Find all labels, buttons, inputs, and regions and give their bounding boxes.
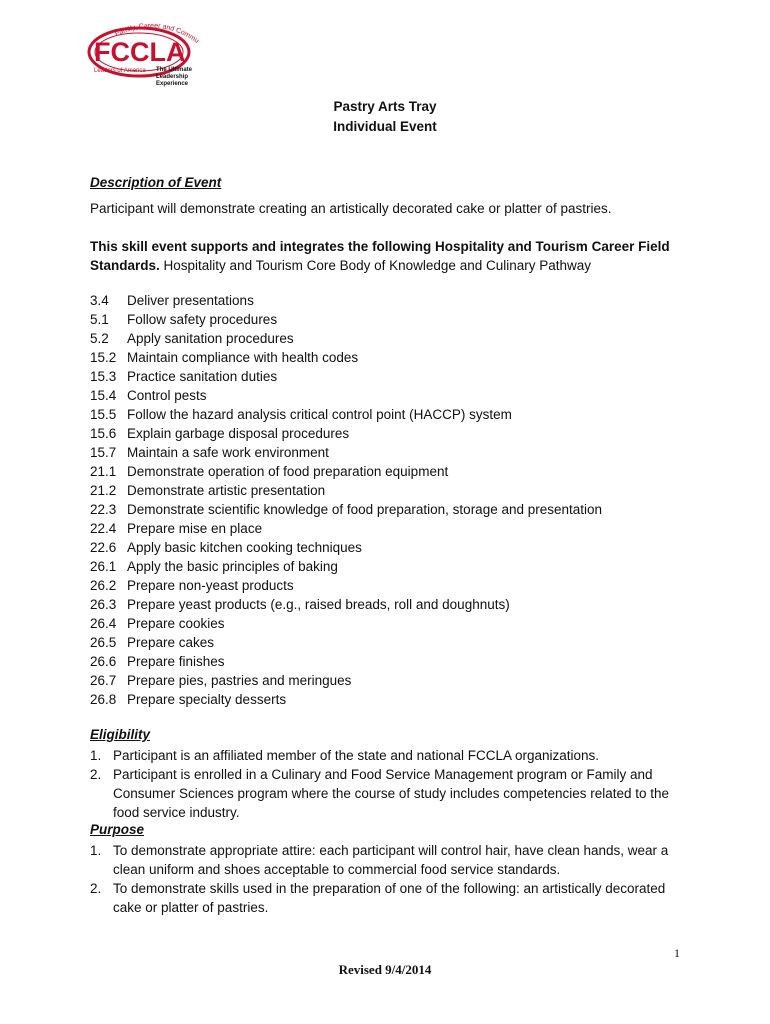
list-item: 15.5 Follow the hazard analysis critical control point (HACCP) system [90, 407, 512, 422]
list-item: 15.4 Control pests [90, 388, 207, 403]
list-item: 2. Participant is enrolled in a Culinary and Food Service Management program or Family and Consumer Sciences program where the course of study includes competencies related to the food service industry. [90, 767, 670, 820]
list-item: 26.8 Prepare specialty desserts [90, 692, 287, 707]
standards-intro-rest: Hospitality and Tourism Core Body of Knowledge and Culinary Pathway [159, 258, 592, 273]
standards-intro [90, 237, 690, 275]
list-item: 3.4 Deliver presentations [90, 293, 254, 308]
list-item: 22.6 Apply basic kitchen cooking techniques [90, 540, 362, 555]
list-item: 2. To demonstrate skills used in the preparation of one of the following: an artistically decorated cake or platter of pastries. [90, 881, 666, 915]
list-item: 26.4 Prepare cookies [90, 616, 225, 631]
description-text: Participant will demonstrate creating an artistically decorated cake or platter of pastries. [90, 201, 612, 216]
list-item: 26.3 Prepare yeast products (e.g., raised breads, roll and doughnuts) [90, 597, 510, 612]
doc-title: Pastry Arts Tray [333, 99, 437, 114]
revised-date: Revised 9/4/2014 [338, 962, 432, 977]
doc-subtitle: Individual Event [333, 119, 437, 134]
list-item: 26.7 Prepare pies, pastries and meringues [90, 673, 352, 688]
logo-tagline-1: The Ultimate [156, 67, 193, 73]
logo-sub-text: Leaders of America [94, 68, 146, 74]
list-item: 21.1 Demonstrate operation of food preparation equipment [90, 464, 449, 479]
list-item: 1. To demonstrate appropriate attire: each participant will control hair, have clean hands, wear a clean uniform and shoes acceptable to commercial food service standards. [90, 843, 669, 877]
description-heading: Description of Event [90, 175, 222, 190]
list-item: 1. Participant is an affiliated member of the state and national FCCLA organizations. [90, 748, 600, 763]
list-item: 26.2 Prepare non-yeast products [90, 578, 294, 593]
list-item: 5.1 Follow safety procedures [90, 312, 278, 327]
page-number: 1 [674, 946, 680, 960]
list-item: 22.4 Prepare mise en place [90, 521, 263, 536]
list-item: 15.7 Maintain a safe work environment [90, 445, 329, 460]
logo-tagline-2: Leadership [156, 74, 189, 80]
eligibility-heading: Eligibility [90, 727, 151, 742]
purpose-heading: Purpose [90, 822, 145, 837]
list-item: 15.2 Maintain compliance with health codes [90, 350, 359, 365]
list-item: 5.2 Apply sanitation procedures [90, 331, 294, 346]
standards-list [90, 291, 602, 709]
fccla-logo [86, 22, 206, 90]
logo-arc-text: Family, Career and Commu [114, 22, 200, 45]
logo-wordmark: FCCLA [94, 37, 186, 67]
list-item: 26.6 Prepare finishes [90, 654, 225, 669]
list-item: 15.3 Practice sanitation duties [90, 369, 278, 384]
list-item: 15.6 Explain garbage disposal procedures [90, 426, 350, 441]
list-item: 26.5 Prepare cakes [90, 635, 215, 650]
purpose-list [90, 841, 670, 917]
standards-intro-bold: This skill event supports and integrates the following Hospitality and Tourism Career Field Standards. [90, 239, 670, 273]
list-item: 26.1 Apply the basic principles of baking [90, 559, 338, 574]
logo-tagline-3: Experience [156, 81, 189, 87]
list-item: 22.3 Demonstrate scientific knowledge of food preparation, storage and presentation [90, 502, 603, 517]
eligibility-list [90, 746, 670, 822]
list-item: 21.2 Demonstrate artistic presentation [90, 483, 326, 498]
